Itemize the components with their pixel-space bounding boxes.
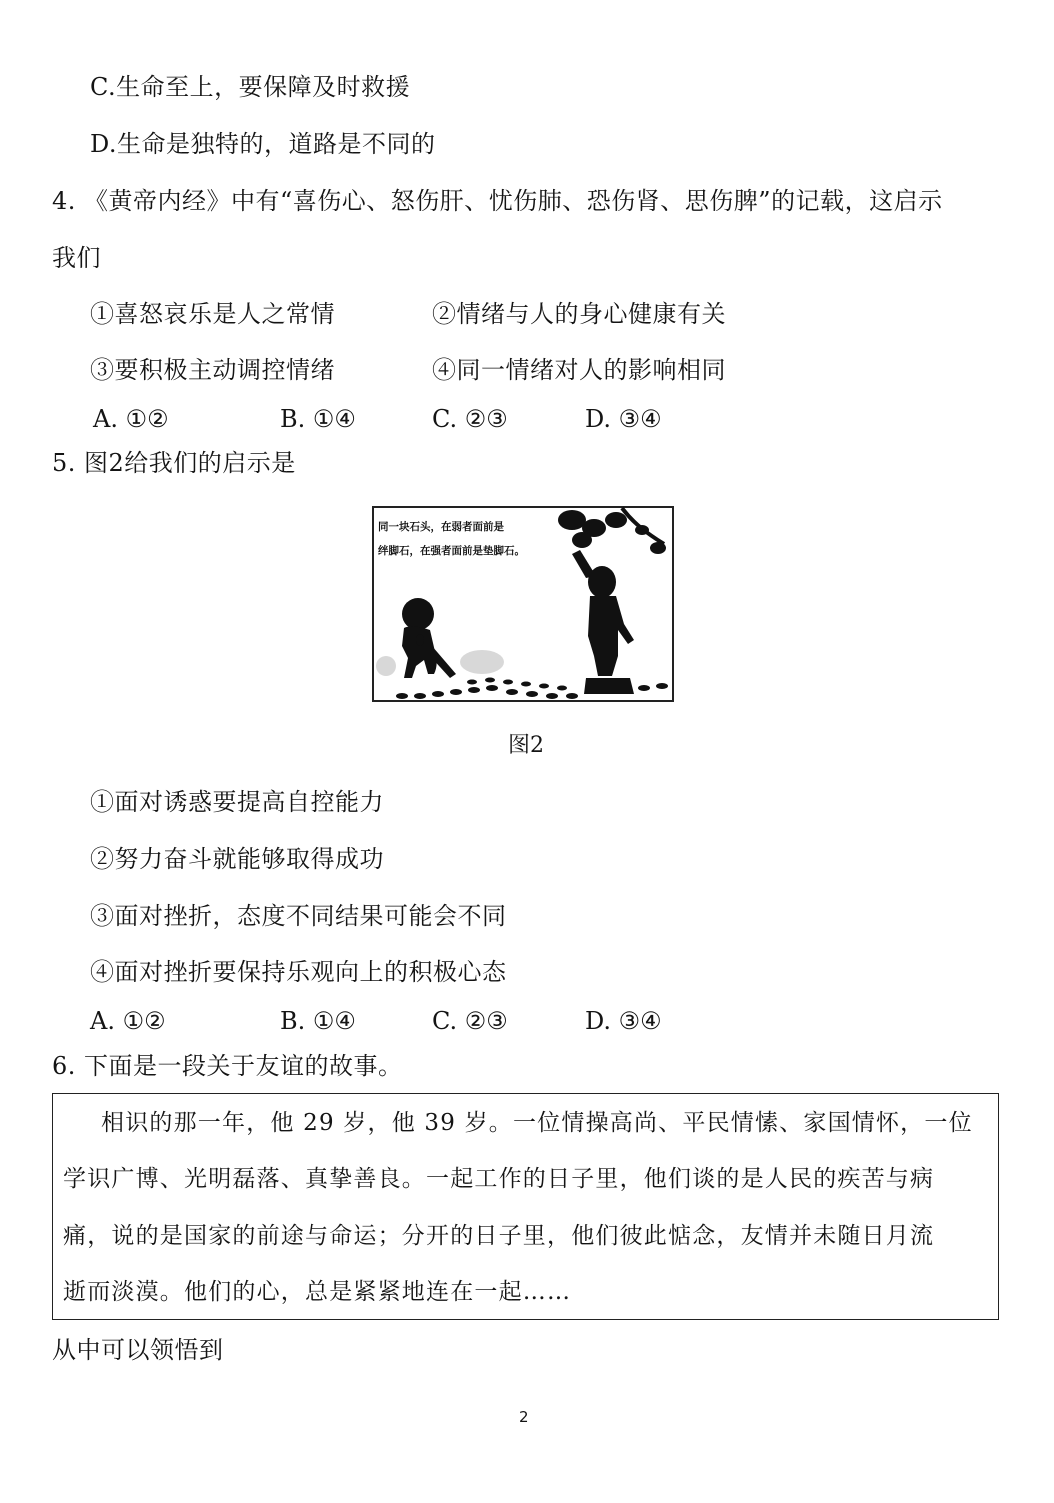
q5-item-2: ②努力奋斗就能够取得成功 — [90, 845, 384, 873]
story-line-2: 学识广博、光明磊落、真挚善良。一起工作的日子里，他们谈的是人民的疾苦与病 — [63, 1166, 935, 1192]
q5-item-1: ①面对诱惑要提高自控能力 — [90, 788, 384, 816]
q5-stem: 5. 图2给我们的启示是 — [52, 449, 296, 477]
leaf-icon — [650, 542, 666, 554]
leaf-icon — [558, 510, 586, 530]
figure-caption-line1: 同一块石头，在弱者面前是 — [378, 521, 504, 533]
cloud-shape — [376, 656, 396, 676]
q6-after: 从中可以领悟到 — [52, 1336, 224, 1364]
q4-choice-d: D. ③④ — [585, 405, 662, 433]
story-line-4: 逝而淡漠。他们的心，总是紧紧地连在一起…… — [63, 1279, 572, 1305]
q5-choice-c: C. ②③ — [432, 1007, 508, 1035]
figure-2-caption: 图2 — [508, 733, 544, 758]
figure-2-illustration — [372, 506, 674, 702]
story-line-1: 相识的那一年，他 29 岁，他 39 岁。一位情操高尚、平民情愫、家国情怀，一位 — [101, 1110, 973, 1136]
q4-stem-line1: 4. 《黄帝内经》中有“喜伤心、怒伤肝、忧伤肺、恐伤肾、思伤脾”的记载，这启示 — [52, 187, 943, 215]
q5-item-3: ③面对挫折，态度不同结果可能会不同 — [90, 902, 507, 930]
q4-item-2: ②情绪与人的身心健康有关 — [432, 300, 726, 328]
figure-2-drawing — [372, 506, 674, 702]
q3-option-c: C.生命至上，要保障及时救援 — [90, 73, 411, 101]
q5-choice-d: D. ③④ — [585, 1007, 662, 1035]
q3-option-d: D.生命是独特的，道路是不同的 — [90, 130, 436, 158]
q4-choice-b: B. ①④ — [280, 405, 356, 433]
q4-item-1: ①喜怒哀乐是人之常情 — [90, 300, 335, 328]
q5-choice-a: A. ①② — [90, 1007, 166, 1035]
leaf-icon — [635, 525, 649, 535]
leaf-icon — [605, 512, 627, 528]
q4-stem-line2: 我们 — [52, 244, 101, 272]
q4-item-4: ④同一情绪对人的影响相同 — [432, 356, 726, 384]
q4-choice-a: A. ①② — [93, 405, 169, 433]
cloud-shape — [460, 650, 504, 674]
q5-item-4: ④面对挫折要保持乐观向上的积极心态 — [90, 958, 507, 986]
q4-item-3: ③要积极主动调控情绪 — [90, 356, 335, 384]
story-box — [52, 1093, 999, 1320]
q4-choice-c: C. ②③ — [432, 405, 508, 433]
leaf-icon — [572, 532, 592, 548]
q5-choice-b: B. ①④ — [280, 1007, 356, 1035]
figure-caption-line2: 绊脚石，在强者面前是垫脚石。 — [378, 545, 525, 557]
page-number: 2 — [519, 1408, 529, 1426]
q6-stem: 6. 下面是一段关于友谊的故事。 — [52, 1052, 403, 1080]
story-line-3: 痛，说的是国家的前途与命运；分开的日子里，他们彼此惦念，友情并未随日月流 — [63, 1223, 935, 1249]
